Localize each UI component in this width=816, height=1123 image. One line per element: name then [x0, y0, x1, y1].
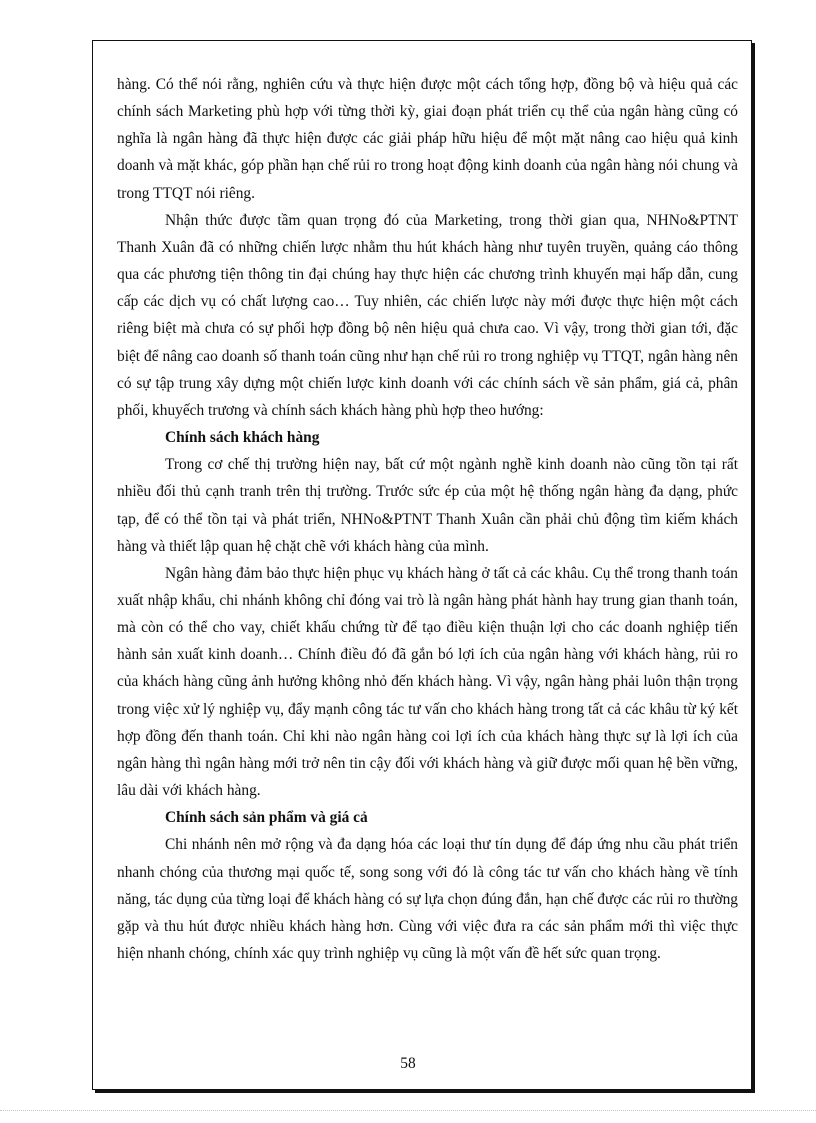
section-heading-customer-policy: Chính sách khách hàng [165, 429, 320, 447]
paragraph-market-competition: Trong cơ chế thị trường hiện nay, bất cứ một ngành nghề kinh doanh nào cũng tồn tại rất nhiều đối thủ cạnh tranh trên thị trường. Trước sức ép của một hệ thống ngân hàng đa dạng, phức tạp, để có thể tồn tại và phát triển, NHNo&PTNT Thanh Xuân cần phải chủ động tìm kiếm khách hàng và thiết lập quan hệ chặt chẽ với khách hàng của mình. [117, 456, 738, 555]
paragraph-customer-service: Ngân hàng đảm bảo thực hiện phục vụ khách hàng ở tất cả các khâu. Cụ thể trong thanh toán xuất nhập khẩu, chi nhánh không chỉ đóng vai trò là ngân hàng phát hành hay trung gian thanh toán, mà còn có thể cho vay, chiết khấu chứng từ để tạo điều kiện thuận lợi cho các doanh nghiệp tiến hành sản xuất kinh doanh… Chính điều đó đã gắn bó lợi ích của ngân hàng với khách hàng, rủi ro của khách hàng cũng ảnh hưởng không nhỏ đến khách hàng. Vì vậy, ngân hàng phải luôn thận trọng trong việc xử lý nghiệp vụ, đẩy mạnh công tác tư vấn cho khách hàng trong tất cả các khâu từ ký kết hợp đồng đến thanh toán. Chỉ khi nào ngân hàng coi lợi ích của khách hàng thực sự là lợi ích của ngân hàng thì ngân hàng mới trở nên tin cậy đối với khách hàng và giữ được mối quan hệ bền vững, lâu dài với khách hàng. [117, 564, 738, 800]
bottom-dotted-rule [0, 1110, 816, 1111]
section-heading-product-price-policy: Chính sách sản phẩm và giá cả [165, 809, 368, 827]
paragraph-product-diversification: Chi nhánh nên mở rộng và đa dạng hóa các loại thư tín dụng để đáp ứng nhu cầu phát triển nhanh chóng của thương mại quốc tế, song song với đó là công tác tư vấn cho khách hàng về tính năng, tác dụng của từng loại để khách hàng có sự lựa chọn đúng đắn, hạn chế được các rủi ro thường gặp và thu hút được nhiều khách hàng hơn. Cùng với việc đưa ra các sản phẩm mới thì việc thực hiện nhanh chóng, chính xác quy trình nghiệp vụ cũng là một vấn đề hết sức quan trọng. [117, 836, 738, 962]
document-body [117, 71, 738, 967]
paragraph-continuation: hàng. Có thể nói rằng, nghiên cứu và thực hiện được một cách tổng hợp, đồng bộ và hiệu quả các chính sách Marketing phù hợp với từng thời kỳ, giai đoạn phát triển cụ thể của ngân hàng cũng có nghĩa là ngân hàng đã thực hiện được các giải pháp hữu hiệu để một mặt nâng cao hiệu quả kinh doanh và mặt khác, góp phần hạn chế rủi ro trong hoạt động kinh doanh của ngân hàng nói chung và trong TTQT nói riêng. [117, 76, 738, 202]
page-number: 58 [400, 1055, 416, 1072]
paragraph-marketing-strategy: Nhận thức được tầm quan trọng đó của Marketing, trong thời gian qua, NHNo&PTNT Thanh Xuân đã có những chiến lược nhằm thu hút khách hàng như tuyên truyền, quảng cáo thông qua các phương tiện thông tin đại chúng hay thực hiện các chương trình khuyến mại hấp dẫn, cung cấp các dịch vụ có chất lượng cao… Tuy nhiên, các chiến lược này mới được thực hiện một cách riêng biệt mà chưa có sự phối hợp đồng bộ nên hiệu quả chưa cao. Vì vậy, trong thời gian tới, đặc biệt để nâng cao doanh số thanh toán cũng như hạn chế rủi ro trong nghiệp vụ TTQT, ngân hàng nên có sự tập trung xây dựng một chiến lược kinh doanh với các chính sách về sản phẩm, giá cả, phân phối, khuyếch trương và chính sách khách hàng phù hợp theo hướng: [117, 211, 738, 419]
